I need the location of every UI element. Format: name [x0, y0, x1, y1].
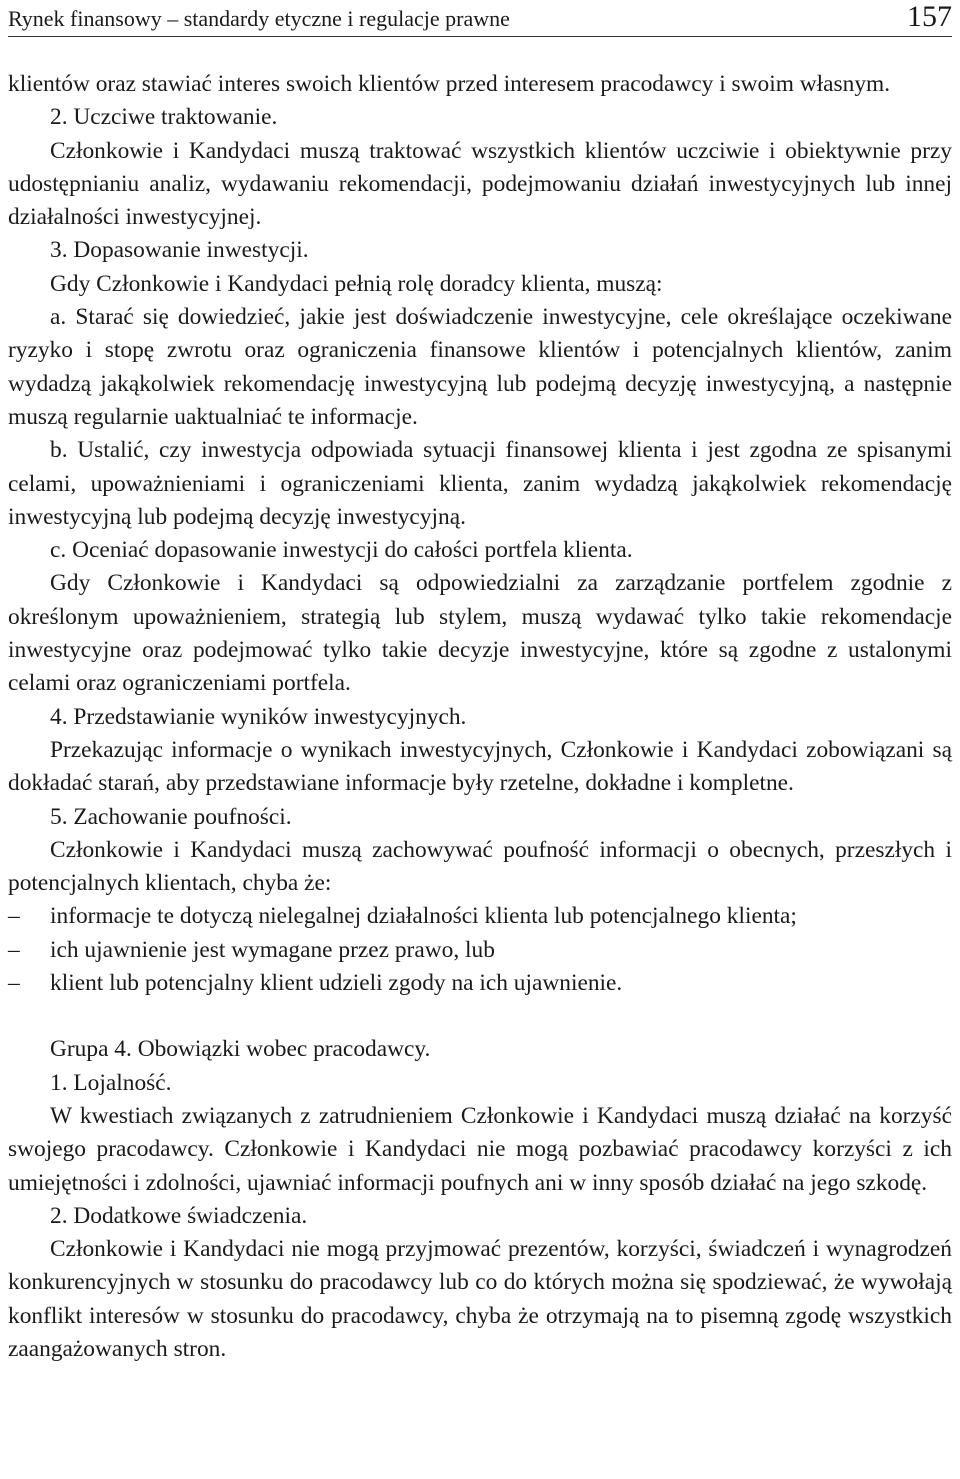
paragraph: a. Starać się dowiedzieć, jakie jest doświadczenie inwestycyjne, cele określające oczekiwane ryzyko i stopę zwrotu oraz ograniczenia finansowe klientów i potencjalnych klientów, zanim wydadzą jakąkolwiek rekomendację inwestycyjną lub podejmą decyzję inwestycyjną, a następnie muszą regularnie uaktualniać te informacje.	[8, 304, 952, 430]
list-item	[8, 900, 952, 933]
list-item	[8, 967, 952, 1000]
paragraph: Członkowie i Kandydaci muszą zachowywać poufność informacji o obecnych, przeszłych i potencjalnych klientach, chyba że:	[8, 836, 952, 897]
list-item	[8, 934, 952, 967]
spacer	[8, 1000, 952, 1033]
paragraph: Członkowie i Kandydaci nie mogą przyjmować prezentów, korzyści, świadczeń i wynagrodzeń konkurencyjnych w stosunku do pracodawcy lub co do których można się spodziewać, że wywołają konflikt interesów w stosunku do pracodawcy, chyba że otrzymają na to pisemną zgodę wszystkich zaangażowanych stron.	[8, 1236, 952, 1362]
dash-bullet: –	[8, 903, 20, 930]
dash-bullet: –	[8, 970, 20, 997]
paragraph: Gdy Członkowie i Kandydaci są odpowiedzialni za zarządzanie portfelem zgodnie z określonym upoważnieniem, strategią lub stylem, muszą wydawać tylko takie rekomendacje inwestycyjne oraz podejmować tylko takie decyzje inwestycyjne, które są zgodne z ustalonymi celami oraz ograniczeniami portfela.	[8, 570, 952, 697]
section-line: 3. Dopasowanie inwestycji.	[50, 237, 309, 264]
section-line: Gdy Członkowie i Kandydaci pełnią rolę doradcy klienta, muszą:	[50, 270, 663, 297]
section-line: Grupa 4. Obowiązki wobec pracodawcy.	[50, 1036, 431, 1063]
paragraph: Przekazując informacje o wynikach inwestycyjnych, Członkowie i Kandydaci zobowiązani są dokładać starań, aby przedstawiane informacje były rzetelne, dokładne i kompletne.	[8, 736, 952, 797]
paragraph: W kwestiach związanych z zatrudnieniem Członkowie i Kandydaci muszą działać na korzyść swojego pracodawcy. Członkowie i Kandydaci nie mogą pozbawiać pracodawcy korzyści z ich umiejętności i zdolności, ujawniać informacji poufnych ani w inny sposób działać na jego szkodę.	[8, 1102, 952, 1196]
dash-bullet: –	[8, 936, 20, 963]
section-line: c. Oceniać dopasowanie inwestycji do całości portfela klienta.	[50, 537, 633, 564]
section-line: 5. Zachowanie poufności.	[50, 803, 292, 830]
header-title: Rynek finansowy – standardy etyczne i regulacje prawne	[8, 6, 510, 31]
section-line: 2. Uczciwe traktowanie.	[50, 104, 278, 131]
page-number: 157	[907, 0, 952, 33]
paragraph: Członkowie i Kandydaci muszą traktować wszystkich klientów uczciwie i obiektywnie przy udostępnianiu analiz, wydawaniu rekomendacji, podejmowaniu działań inwestycyjnych lub innej działalności inwestycyjnej.	[8, 137, 952, 231]
list-item-text: ich ujawnienie jest wymagane przez prawo, lub	[50, 936, 495, 963]
list-item-text: informacje te dotyczą nielegalnej działalności klienta lub potencjalnego klienta;	[50, 903, 797, 930]
list-item-text: klient lub potencjalny klient udzieli zgody na ich ujawnienie.	[50, 970, 623, 997]
section-line: 2. Dodatkowe świadczenia.	[50, 1202, 308, 1229]
section-line: 4. Przedstawianie wyników inwestycyjnych.	[50, 703, 467, 730]
paragraph: klientów oraz stawiać interes swoich klientów przed interesem pracodawcy i swoim własnym.	[8, 71, 891, 97]
page-body	[8, 68, 952, 1366]
running-header	[8, 0, 952, 37]
section-line: 1. Lojalność.	[50, 1069, 172, 1096]
paragraph: b. Ustalić, czy inwestycja odpowiada sytuacji finansowej klienta i jest zgodna ze spisanymi celami, upoważnieniami i ograniczeniami klienta, zanim wydadzą jakąkolwiek rekomendację inwestycyjną lub podejmą decyzję inwestycyjną.	[8, 437, 952, 530]
